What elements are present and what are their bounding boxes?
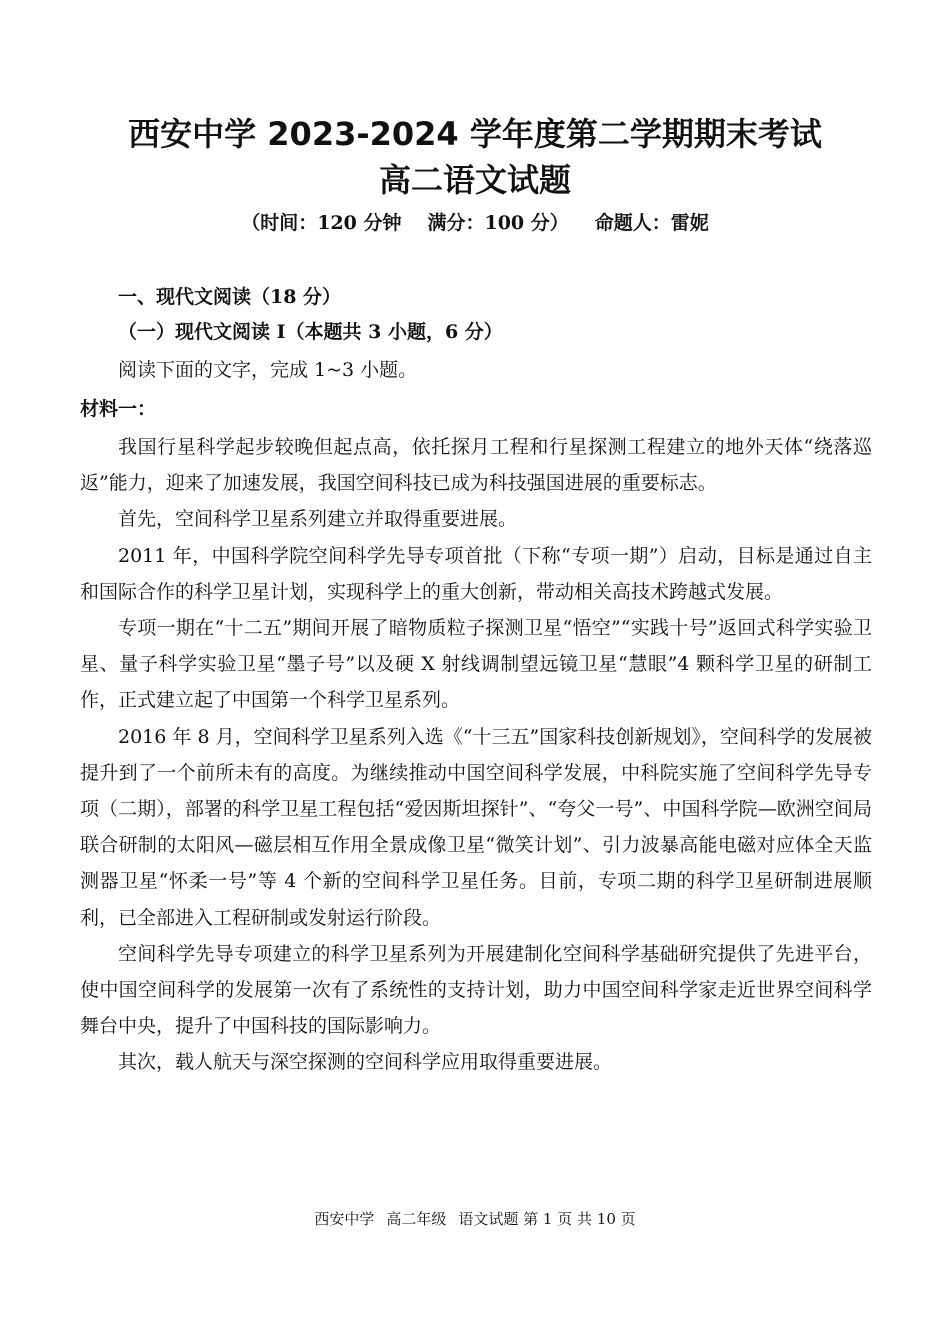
paragraph: 2011 年，中国科学院空间科学先导专项首批（下称“专项一期”）启动，目标是通过自主和国际合作的科学卫星计划，实现科学上的重大创新，带动相关高技术跨越式发展。	[80, 544, 872, 603]
footer-page-number: 语文试题 第 1 页 共 10 页	[458, 1210, 636, 1228]
paragraph: 空间科学先导专项建立的科学卫星系列为开展建制化空间科学基础研究提供了先进平台，使中国空间科学的发展第一次有了系统性的支持计划，助力中国空间科学家走近世界空间科学舞台中央，提升了中国科技的国际影响力。	[80, 942, 872, 1038]
exam-subject-title: 高二语文试题	[378, 161, 571, 199]
paragraph: 专项一期在“十二五”期间开展了暗物质粒子探测卫星“悟空”“实践十号”返回式科学实验卫星、量子科学实验卫星“墨子号”以及硬 X 射线调制望远镜卫星“慧眼”4 颗科学卫星的研制工作，正式建立起了中国第一个科学卫星系列。	[80, 617, 872, 712]
paragraph: 首先，空间科学卫星系列建立并取得重要进展。	[118, 508, 518, 531]
exam-info	[0, 208, 950, 238]
reading-instruction: 阅读下面的文字，完成 1~3 小题。	[118, 359, 418, 381]
exam-setter: 命题人：雷妮	[594, 212, 709, 234]
exam-full-score: 满分：100 分）	[427, 212, 569, 234]
page-footer	[0, 1207, 950, 1231]
subsection-heading: （一）现代文阅读 I（本题共 3 小题，6 分）	[118, 321, 503, 343]
footer-school: 西安中学	[314, 1210, 375, 1228]
exam-time: （时间：120 分钟	[241, 212, 402, 234]
exam-title: 西安中学 2023-2024 学年度第二学期期末考试	[128, 115, 822, 153]
paragraph: 2016 年 8 月，空间科学卫星系列入选《“十三五”国家科技创新规划》，空间科学的发展被提升到了一个前所未有的高度。为继续推动中国空间科学发展，中科院实施了空间科学先导专项（二期），部署的科学卫星工程包括“爱因斯坦探针”、“夸父一号”、中国科学院—欧洲空间局联合研制的太阳风—磁层相互作用全景成像卫星“微笑计划”、引力波暴高能电磁对应体全天监测器卫星“怀柔一号”等 4 个新的空间科学卫星任务。目前，专项二期的科学卫星研制进展顺利，已全部进入工程研制或发射运行阶段。	[80, 725, 872, 929]
paragraph: 其次，载人航天与深空探测的空间科学应用取得重要进展。	[118, 1051, 613, 1074]
footer-grade: 高二年级	[386, 1210, 447, 1228]
section-heading: 一、现代文阅读（18 分）	[118, 286, 342, 308]
passage-body	[80, 429, 872, 1081]
paragraph: 我国行星科学起步较晚但起点高，依托探月工程和行星探测工程建立的地外天体“绕落巡返”能力，迎来了加速发展，我国空间科技已成为科技强国进展的重要标志。	[80, 436, 872, 495]
material-label: 材料一：	[80, 398, 157, 420]
